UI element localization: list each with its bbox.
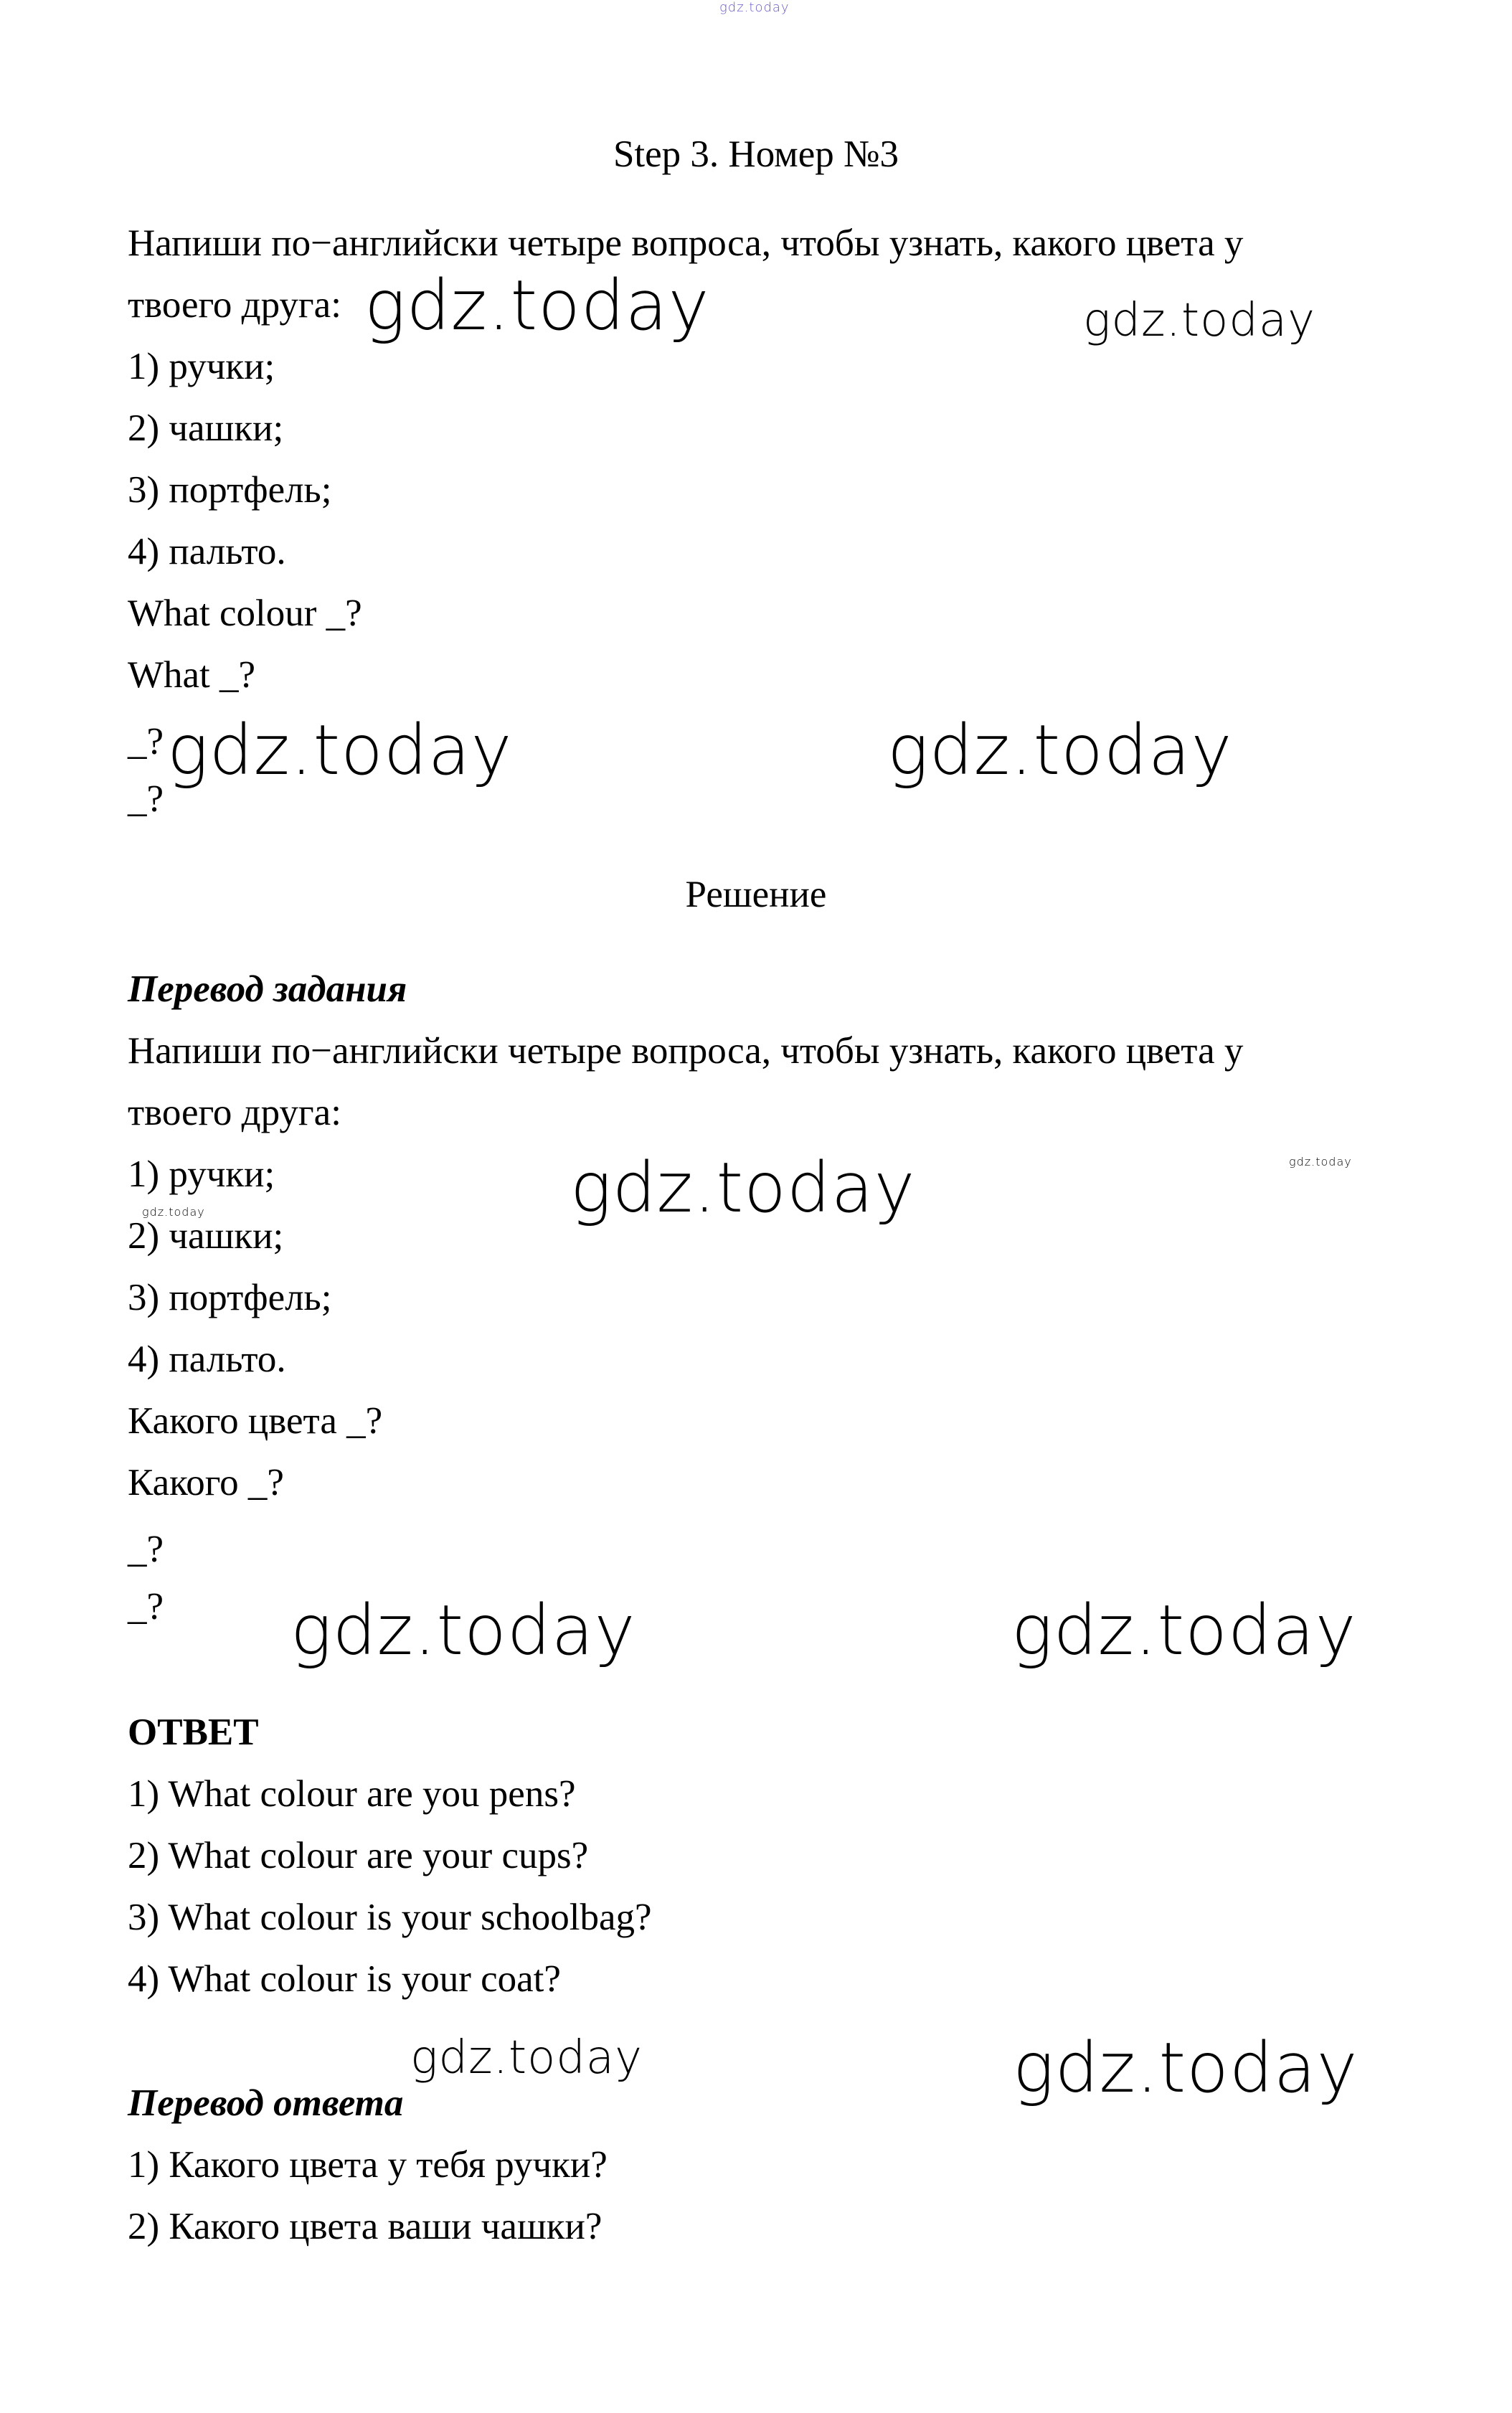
list-item: 1) ручки; (128, 346, 275, 387)
page-title: Step 3. Номер №3 (613, 133, 899, 175)
answer-item: 4) What colour is your coat? (128, 1958, 561, 2000)
watermark: gdz.today (1013, 2028, 1359, 2108)
list-item: 3) портфель; (128, 1277, 332, 1318)
prompt-line: _? (128, 721, 164, 762)
solution-heading: Решение (685, 874, 827, 915)
answer-translation-item: 2) Какого цвета ваши чашки? (128, 2206, 603, 2247)
prompt-line: _? (128, 778, 164, 820)
answer-item: 1) What colour are you pens? (128, 1773, 576, 1815)
list-item: 3) портфель; (128, 469, 332, 511)
list-item: 4) пальто. (128, 1338, 286, 1380)
answer-item: 2) What colour are your cups? (128, 1835, 589, 1876)
watermark-small: gdz.today (1289, 1155, 1352, 1168)
list-item: 4) пальто. (128, 531, 286, 572)
watermark-small: gdz.today (142, 1205, 205, 1219)
task-text-line: Напиши по−английски четыре вопроса, чтобы узнать, какого цвета у (128, 222, 1244, 264)
answer-item: 3) What colour is your schoolbag? (128, 1897, 652, 1938)
list-item: 1) ручки; (128, 1153, 275, 1195)
answer-translation-item: 1) Какого цвета у тебя ручки? (128, 2144, 608, 2186)
answer-heading: ОТВЕТ (128, 1711, 259, 1753)
watermark: gdz.today (167, 710, 513, 790)
watermark: gdz.today (290, 1590, 636, 1671)
prompt-line: _? (128, 1529, 164, 1570)
answer-translation-heading: Перевод ответа (128, 2082, 404, 2124)
prompt-line: Какого _? (128, 1462, 284, 1503)
watermark: gdz.today (1011, 1590, 1357, 1671)
watermark-top: gdz.today (719, 0, 790, 15)
translation-heading: Перевод задания (128, 968, 407, 1010)
translation-text-line: Напиши по−английски четыре вопроса, чтобы узнать, какого цвета у (128, 1030, 1244, 1072)
prompt-line: Какого цвета _? (128, 1400, 383, 1442)
watermark: gdz.today (1083, 294, 1315, 347)
prompt-line: What _? (128, 654, 256, 696)
list-item: 2) чашки; (128, 1215, 284, 1257)
prompt-line: What colour _? (128, 592, 362, 634)
watermark: gdz.today (887, 710, 1233, 790)
watermark: gdz.today (410, 2031, 643, 2084)
list-item: 2) чашки; (128, 407, 284, 449)
prompt-line: _? (128, 1586, 164, 1628)
watermark: gdz.today (570, 1148, 916, 1228)
task-text-line: твоего друга: (128, 284, 341, 326)
watermark: gdz.today (364, 265, 710, 346)
translation-text-line: твоего друга: (128, 1092, 341, 1133)
